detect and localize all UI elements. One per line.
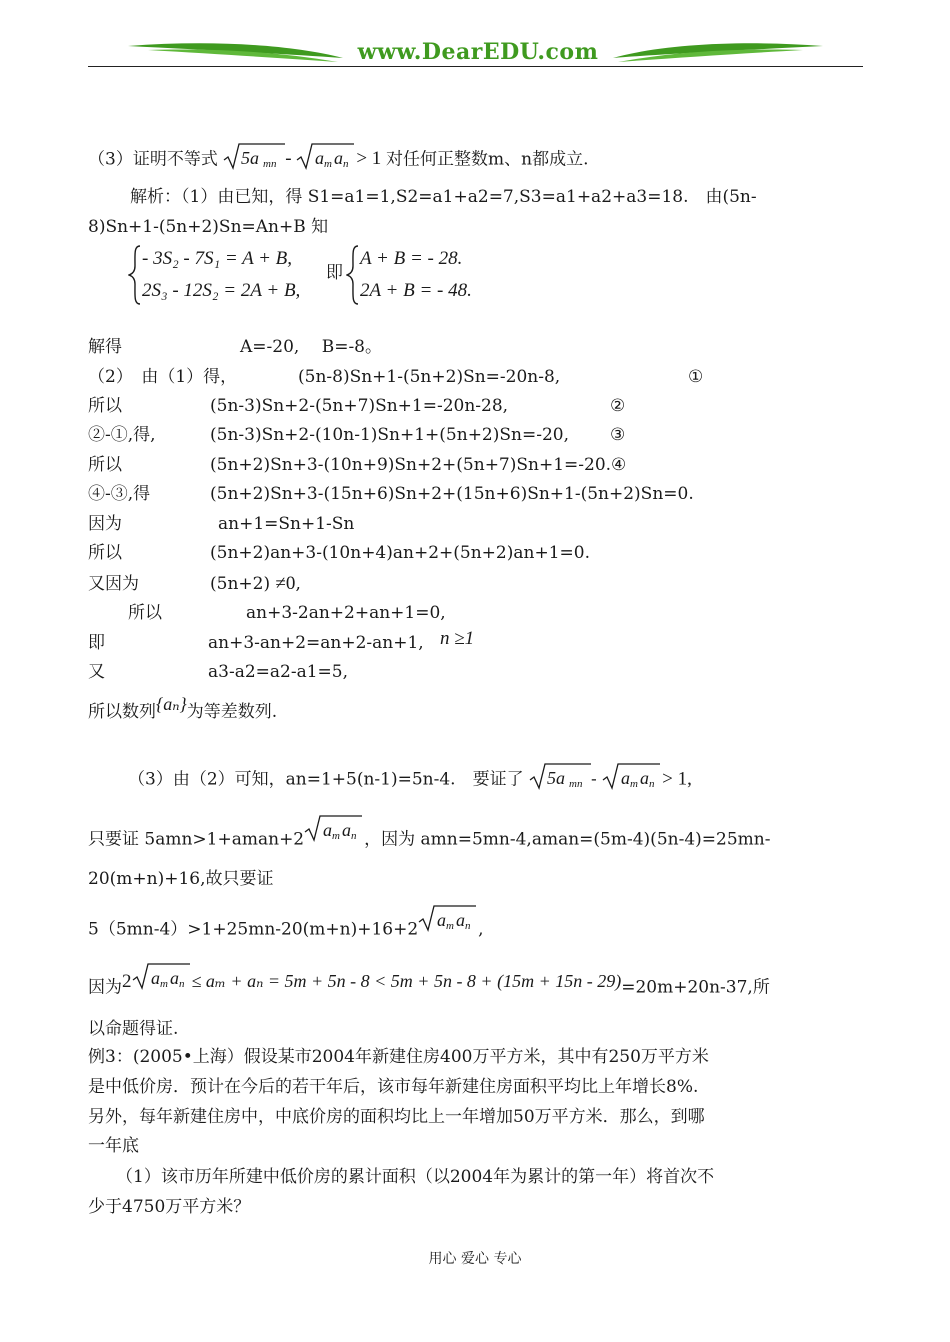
radical-icon bbox=[418, 904, 478, 940]
system-row-1b: A + B = - 28. bbox=[360, 248, 463, 269]
text: （3）证明不等式 bbox=[88, 149, 218, 170]
example-line: 少于4750万平方米？ bbox=[88, 1197, 251, 1217]
example-line: 例3：(2005•上海）假设某市2004年新建住房400万平方米，其中有250万平方米 bbox=[88, 1047, 709, 1067]
equation: (5n+2)an+3-(10n+4)an+2+(5n+2)an+1=0. bbox=[210, 543, 590, 563]
example-line: 是中低价房．预计在今后的若干年后，该市每年新建住房面积平均比上年增长8%. bbox=[88, 1077, 699, 1097]
svg-text:m: m bbox=[630, 778, 639, 790]
circled-number: ① bbox=[688, 367, 704, 387]
radical-icon bbox=[602, 762, 662, 798]
value: A=-20, B=-8。 bbox=[240, 337, 383, 357]
svg-text:a: a bbox=[169, 968, 179, 988]
example-line: 一年底 bbox=[88, 1136, 139, 1156]
equation: (5n-3)Sn+2-(10n-1)Sn+1+(5n+2)Sn=-20, bbox=[210, 425, 570, 445]
example-line: （1）该市历年所建中低价房的累计面积（以2004年为累计的第一年）将首次不 bbox=[116, 1167, 715, 1187]
label: 所以 bbox=[88, 543, 122, 563]
text: （3）由（2）可知，an=1+5(n-1)=5n-4. 要证了 bbox=[128, 769, 524, 790]
text: =20m+20n-37,所 bbox=[621, 977, 770, 998]
equation: (5n+2)Sn+3-(15n+6)Sn+2+(15n+6)Sn+1-(5n+2)Sn=0. bbox=[210, 484, 694, 504]
analysis-line-2: 8)Sn+1-(5n+2)Sn=An+B 知 bbox=[88, 217, 329, 237]
radical-icon bbox=[223, 142, 285, 178]
step-line bbox=[88, 424, 808, 446]
svg-text:a: a bbox=[342, 820, 352, 840]
equation: (5n-3)Sn+2-(5n+7)Sn+1=-20n-28, bbox=[210, 396, 509, 416]
svg-text:m: m bbox=[159, 978, 168, 990]
label: 所以 bbox=[128, 603, 162, 623]
label: 因为 bbox=[88, 514, 122, 534]
svg-text:a: a bbox=[640, 768, 650, 788]
svg-text:n: n bbox=[351, 830, 357, 842]
inequality-chain: ≤ aₘ + aₙ = 5m + 5n - 8 < 5m + 5n - 8 + (15m + 15n - 29) bbox=[191, 970, 622, 991]
comma: , bbox=[295, 574, 301, 594]
radicand: 5a bbox=[241, 148, 260, 168]
svg-text:a: a bbox=[334, 148, 344, 168]
system-row-2b: 2A + B = - 48. bbox=[360, 280, 472, 301]
svg-text:mn: mn bbox=[263, 158, 277, 170]
sqrt-expression bbox=[223, 148, 386, 169]
equation bbox=[210, 573, 301, 595]
part-2-line bbox=[88, 366, 808, 388]
svg-text:n: n bbox=[649, 778, 655, 790]
svg-text:a: a bbox=[150, 968, 160, 988]
label: （2） 由（1）得， bbox=[88, 367, 238, 387]
solve-line bbox=[88, 336, 383, 358]
label: 为等差数列. bbox=[186, 702, 278, 722]
minus-sign: - bbox=[285, 148, 292, 170]
page-footer: 用心 爱心 专心 bbox=[428, 1251, 522, 1267]
text: 5（5mn-4）>1+25mn-20(m+n)+16+2 bbox=[88, 919, 419, 940]
factor: (5n+2) bbox=[210, 574, 271, 594]
svg-text:mn: mn bbox=[569, 778, 583, 790]
step-line bbox=[88, 483, 808, 505]
system-row-2: 2S₃ - 12S₂ = 2A + B, bbox=[142, 280, 301, 301]
ji-label: 即 bbox=[326, 263, 343, 283]
gt-one: > 1, bbox=[662, 768, 692, 790]
circled-number: ② bbox=[610, 396, 626, 416]
equation: (5n-8)Sn+1-(5n+2)Sn=-20n-8, bbox=[298, 367, 561, 387]
label: 所以 bbox=[88, 455, 122, 475]
step-line bbox=[128, 602, 808, 624]
step-line bbox=[88, 454, 808, 476]
radical-icon bbox=[296, 142, 356, 178]
label: ④-③,得 bbox=[88, 484, 151, 504]
svg-text:n: n bbox=[343, 158, 349, 170]
left-brace-icon bbox=[128, 244, 142, 306]
text: 因为 bbox=[88, 977, 122, 998]
radical-icon bbox=[304, 814, 364, 850]
text: 对任何正整数m、n都成立. bbox=[386, 149, 589, 170]
minus-sign: - bbox=[591, 769, 597, 790]
label: ②-①,得, bbox=[88, 425, 156, 445]
equation-system bbox=[128, 244, 528, 306]
svg-text:a: a bbox=[315, 148, 325, 168]
part-3-line: 20(m+n)+16,故只要证 bbox=[88, 869, 274, 889]
svg-text:a: a bbox=[437, 910, 447, 930]
page-header bbox=[88, 36, 863, 70]
svg-text:5a: 5a bbox=[547, 768, 565, 788]
svg-text:m: m bbox=[324, 158, 333, 170]
text: ，因为 amn=5mn-4,aman=(5m-4)(5n-4)=25mn- bbox=[364, 829, 771, 850]
step-line bbox=[88, 395, 808, 417]
radical-icon bbox=[529, 762, 591, 798]
part-3-line bbox=[88, 822, 770, 858]
equation: (5n+2)Sn+3-(10n+9)Sn+2+(5n+7)Sn+1=-20.④ bbox=[210, 455, 627, 475]
coefficient: 2 bbox=[122, 970, 132, 992]
equation: a3-a2=a2-a1=5, bbox=[208, 662, 349, 682]
left-brace-icon bbox=[346, 244, 360, 306]
equation: an+1=Sn+1-Sn bbox=[218, 514, 355, 534]
step-line bbox=[88, 661, 808, 683]
label: 即 bbox=[88, 633, 105, 653]
label: 所以数列 bbox=[88, 702, 156, 722]
label: 所以 bbox=[88, 396, 122, 416]
part-3-line bbox=[88, 970, 770, 1006]
step-line bbox=[88, 573, 808, 595]
svg-text:n: n bbox=[465, 920, 471, 932]
text: 只要证 5amn>1+aman+2 bbox=[88, 829, 305, 850]
label: 又因为 bbox=[88, 574, 139, 594]
step-line bbox=[88, 513, 808, 535]
svg-text:m: m bbox=[332, 830, 341, 842]
problem-3-line bbox=[88, 142, 589, 178]
step-line bbox=[88, 628, 808, 654]
system-row-1: - 3S₂ - 7S₁ = A + B, bbox=[142, 248, 293, 269]
label: 解得 bbox=[88, 337, 122, 357]
svg-text:a: a bbox=[456, 910, 466, 930]
svg-text:a: a bbox=[621, 768, 631, 788]
header-rule bbox=[88, 66, 863, 67]
part-3-line: 以命题得证. bbox=[88, 1019, 179, 1039]
example-line: 另外，每年新建住房中，中底价房的面积均比上一年增加50万平方米．那么，到哪 bbox=[88, 1107, 705, 1127]
site-logo: www.DearEDU.com bbox=[357, 39, 599, 65]
comma: , bbox=[478, 919, 484, 940]
circled-number: ③ bbox=[610, 425, 626, 445]
step-line bbox=[88, 542, 808, 564]
equation: an+3-an+2=an+2-an+1, bbox=[208, 633, 424, 653]
not-equal-zero: ≠0 bbox=[275, 573, 296, 594]
gt-one: > 1 bbox=[356, 148, 382, 170]
sequence-symbol: {aₙ} bbox=[156, 694, 187, 714]
conclusion-line bbox=[88, 694, 278, 723]
part-3-line bbox=[128, 762, 692, 798]
svg-text:a: a bbox=[323, 820, 333, 840]
analysis-line-1: 解析：（1）由已知，得 S1=a1=1,S2=a1+a2=7,S3=a1+a2+a3=18. 由(5n- bbox=[130, 187, 757, 207]
svg-text:n: n bbox=[178, 978, 184, 990]
n-condition: n ≥1 bbox=[440, 628, 475, 649]
label: 又 bbox=[88, 662, 105, 682]
svg-text:m: m bbox=[446, 920, 455, 932]
equation: an+3-2an+2+an+1=0, bbox=[246, 603, 446, 623]
part-3-line bbox=[88, 912, 484, 948]
radical-icon bbox=[132, 962, 192, 998]
